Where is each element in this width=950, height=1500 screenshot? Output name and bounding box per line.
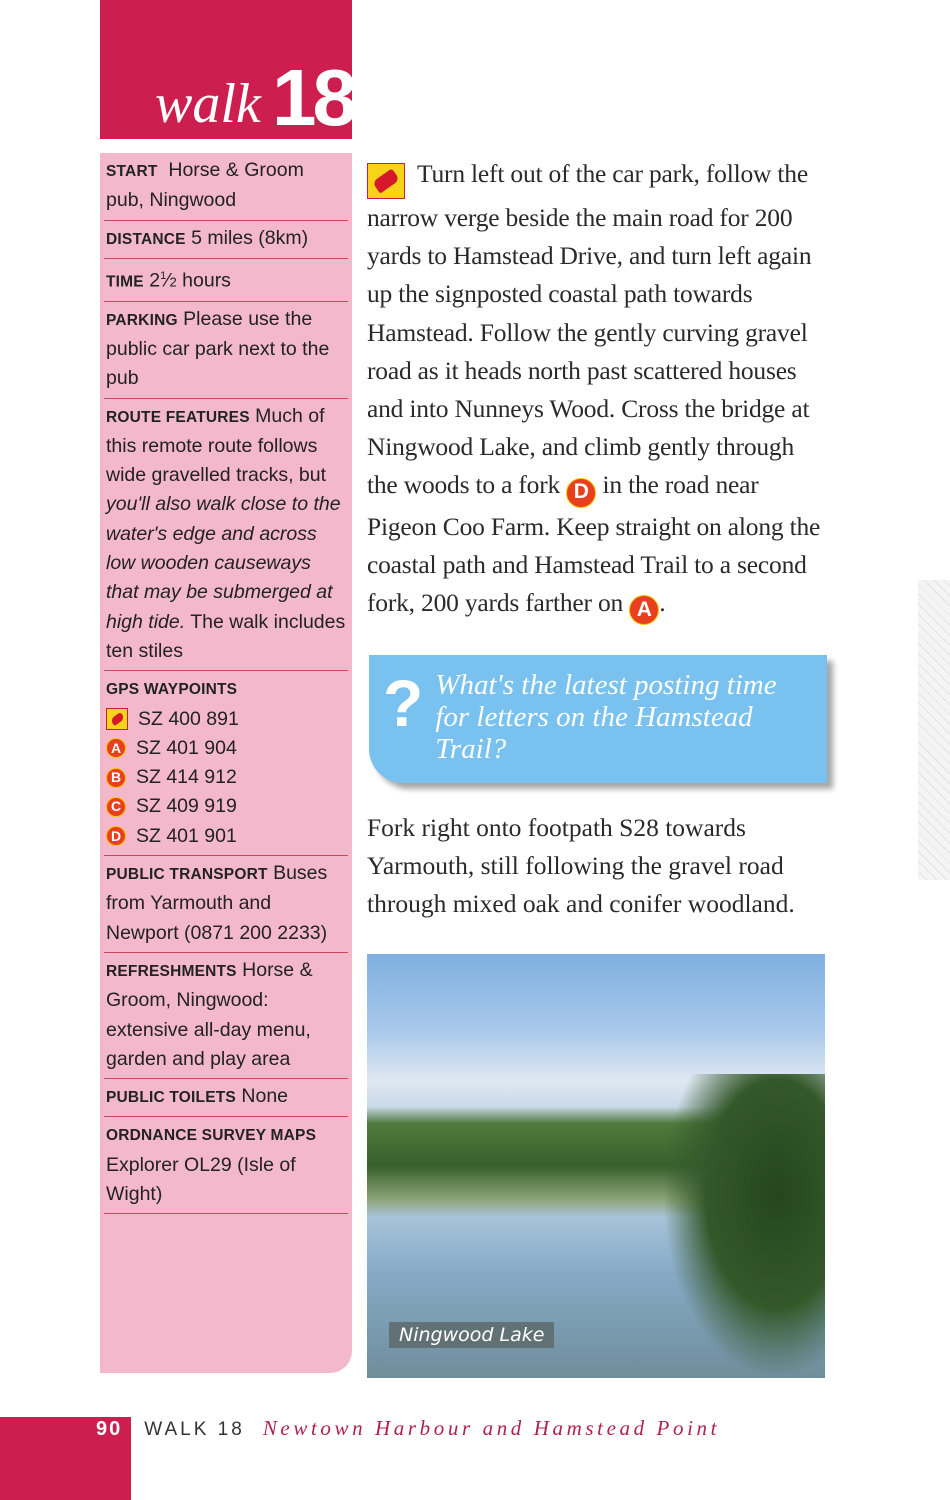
unit: hours bbox=[182, 269, 231, 292]
label: REFRESHMENTS bbox=[106, 962, 237, 980]
waypoint-b bbox=[106, 763, 346, 792]
footer-row bbox=[96, 1416, 720, 1441]
waypoint-a-icon: A bbox=[629, 595, 659, 625]
label: ORDNANCE SURVEY MAPS bbox=[106, 1127, 317, 1145]
os-maps-info bbox=[104, 1117, 348, 1214]
waypoint-d bbox=[106, 822, 346, 851]
waypoint-start bbox=[106, 705, 346, 734]
question-box bbox=[369, 655, 827, 783]
waypoint-a bbox=[106, 734, 346, 763]
question-mark-icon: ? bbox=[383, 666, 424, 741]
grid-ref: SZ 401 901 bbox=[136, 824, 237, 847]
public-transport-info bbox=[104, 856, 348, 953]
label: PUBLIC TOILETS bbox=[106, 1089, 236, 1107]
value: Horse & Groom, Ningwood: extensive all-day menu, garden and play area bbox=[106, 958, 313, 1070]
question-text: What's the latest posting time for letters on the Hamstead Trail? bbox=[435, 669, 777, 766]
value-2: The walk includes ten stiles bbox=[106, 610, 346, 662]
waypoint-c-icon: C bbox=[106, 797, 126, 817]
directions-text: Turn left out of the car park, follow the narrow verge beside the main road for 200 yards to Hamstead Drive, and turn left again up the signposted coastal path towards Hamstead. Follow the gently curving gravel road as it heads north past scattered houses and into Nunneys Wood. Cross the bridge at Ningwood Lake, and climb gently through the woods to a fork bbox=[367, 159, 812, 500]
footer-walk: WALK 18 bbox=[144, 1419, 245, 1440]
label: START bbox=[106, 163, 158, 180]
walk-directions bbox=[367, 155, 829, 625]
boot-start-icon bbox=[106, 708, 128, 730]
main-column bbox=[367, 155, 829, 1378]
punctuation: . bbox=[659, 587, 666, 617]
trees bbox=[665, 1074, 825, 1374]
waypoint-d-icon: D bbox=[106, 826, 126, 846]
page-number: 90 bbox=[96, 1418, 123, 1440]
waypoint-a-icon: A bbox=[106, 738, 126, 758]
value: 5 miles (8km) bbox=[191, 226, 309, 249]
grid-ref: SZ 414 912 bbox=[136, 766, 237, 789]
value: None bbox=[241, 1085, 289, 1108]
value: Horse & Groom pub, Ningwood bbox=[106, 159, 304, 212]
directions-paragraph-2: Fork right onto footpath S28 towards Yarmouth, still following the gravel road through mixed oak and conifer woodland. bbox=[367, 813, 795, 919]
walk-header bbox=[100, 0, 353, 142]
value: Please use the public car park next to the pub bbox=[106, 307, 330, 390]
grid-ref: SZ 409 919 bbox=[136, 795, 237, 818]
value: Buses from Yarmouth and Newport (0871 200 2233) bbox=[106, 862, 328, 944]
parking-info bbox=[104, 302, 348, 399]
label: TIME bbox=[106, 273, 144, 291]
ningwood-lake-photo bbox=[367, 954, 825, 1378]
footer-title: Newtown Harbour and Hamstead Point bbox=[262, 1416, 721, 1440]
grid-ref: SZ 400 891 bbox=[138, 707, 239, 730]
refreshments-info bbox=[104, 953, 348, 1079]
value: Much of this remote route follows wide gravelled tracks, but bbox=[106, 404, 327, 487]
fraction-den: 2 bbox=[169, 274, 177, 290]
distance-info bbox=[104, 221, 348, 259]
label: PUBLIC TRANSPORT bbox=[106, 866, 268, 884]
fraction-num: 1 bbox=[160, 269, 167, 282]
walk-number: 18 bbox=[272, 53, 353, 142]
label: ROUTE FEATURES bbox=[106, 408, 250, 426]
toilets-info bbox=[104, 1079, 348, 1117]
value-italic: you'll also walk close to the water's edge and across low wooden causeways that may be submerged at high tide. bbox=[106, 493, 341, 633]
waypoint-d-icon: D bbox=[566, 478, 596, 508]
grid-ref: SZ 401 904 bbox=[136, 736, 237, 759]
directions-text: in the road near Pigeon Coo Farm. Keep straight on along the coastal path and Hamstead Trail to a second fork, 200 yards farther on bbox=[367, 470, 821, 617]
waypoint-c bbox=[106, 792, 346, 821]
photo-caption: Ningwood Lake bbox=[389, 1322, 554, 1348]
label: PARKING bbox=[106, 311, 178, 329]
route-features-info bbox=[104, 399, 348, 672]
walk-word: walk bbox=[155, 73, 261, 135]
info-sidebar bbox=[100, 153, 352, 1373]
label: GPS WAYPOINTS bbox=[106, 681, 238, 699]
value: 2 bbox=[149, 269, 161, 292]
label: DISTANCE bbox=[106, 230, 186, 248]
start-info bbox=[104, 153, 348, 221]
value: Explorer OL29 (Isle of Wight) bbox=[106, 1153, 296, 1205]
time-info: TIME $2^1⁄2$ hours bbox=[104, 259, 348, 302]
map-edge bbox=[918, 580, 950, 880]
waypoint-b-icon: B bbox=[106, 768, 126, 788]
boot-start-icon bbox=[367, 163, 405, 199]
gps-waypoints bbox=[104, 671, 348, 856]
